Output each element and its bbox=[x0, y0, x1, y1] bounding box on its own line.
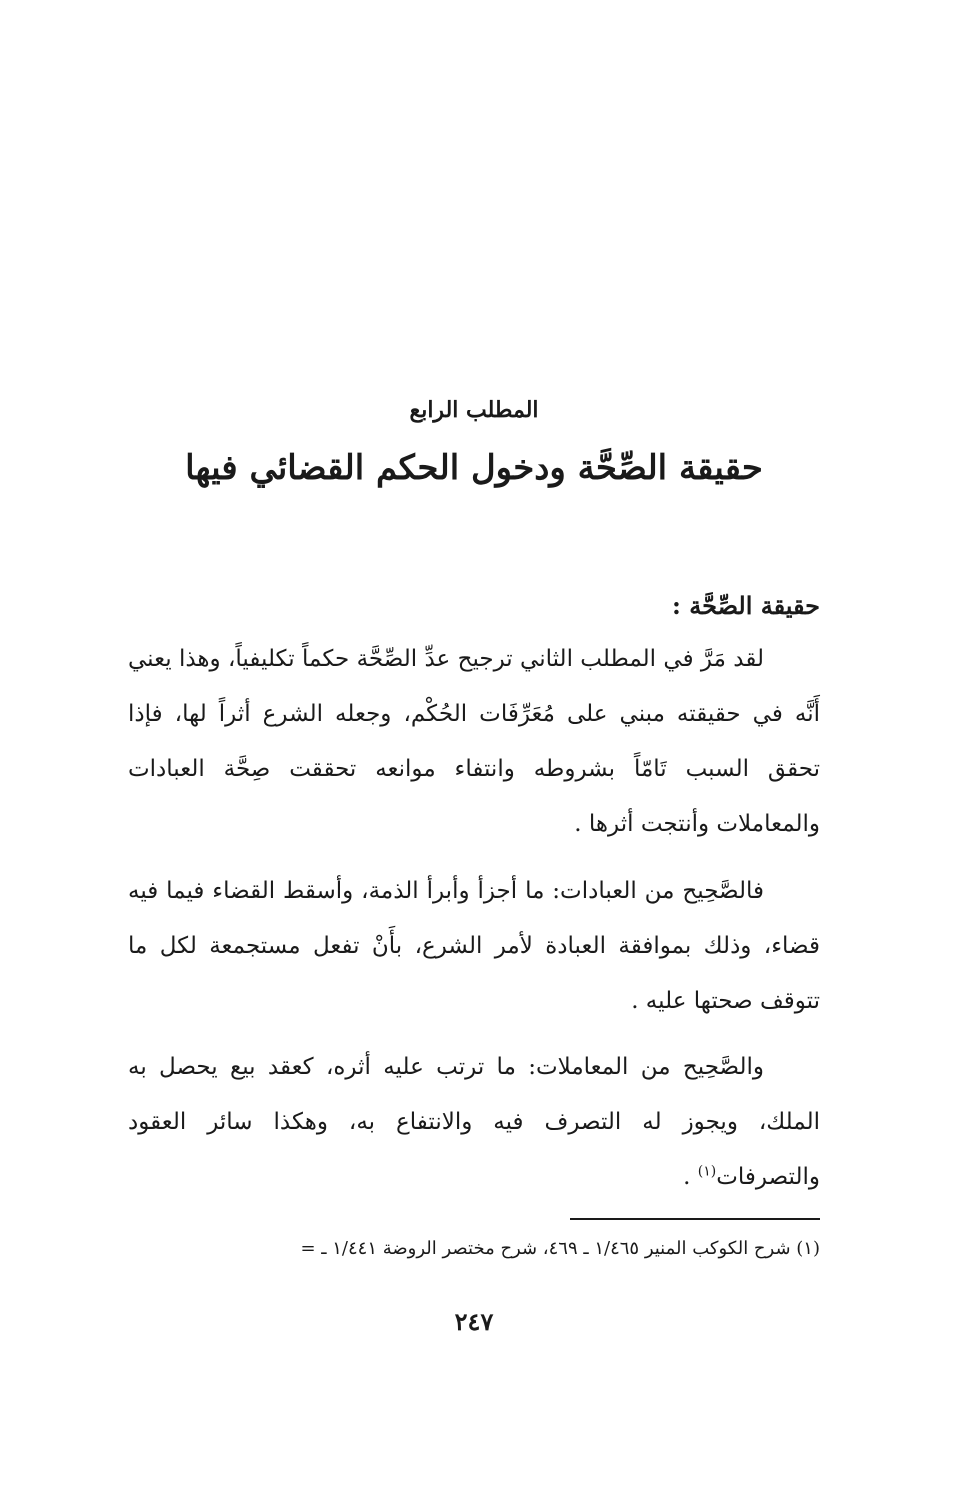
paragraph-1-text: لقد مَرَّ في المطلب الثاني ترجيح عدِّ الصِّحَّة حكماً تكليفياً، وهذا يعني أَنَّه في حقيقته مبني على مُعَرِّفَات الحُكْم، وجعله الشرع أثراً لها، فإذا تحقق السبب تَامّاً بشروطه وانتفاء موانعه تحققت صِحَّة العبادات والمعاملات وأنتجت أثرها . bbox=[128, 646, 820, 837]
footnote-ref[interactable]: (١) bbox=[697, 1163, 717, 1180]
paragraph-3 bbox=[128, 1040, 820, 1205]
section-title: حقيقة الصِّحَّة ودخول الحكم القضائي فيها bbox=[185, 448, 763, 488]
paragraph-3-text: والصَّحِيح من المعاملات: ما ترتب عليه أثره، كعقد بيع يحصل به الملك، ويجوز له التصرف فيه والانتفاع به، وهكذا سائر العقود والتصرفات bbox=[128, 1054, 820, 1190]
paragraph-1 bbox=[128, 632, 820, 852]
paragraph-2 bbox=[128, 864, 820, 1029]
footnote: (١) شرح الكوكب المنير ١/٤٦٥ ـ ٤٦٩، شرح مختصر الروضة ١/٤٤١ ـ = bbox=[300, 1238, 820, 1259]
subheading: حقيقة الصِّحَّة : bbox=[672, 591, 820, 620]
paragraph-3-end: . bbox=[683, 1164, 698, 1190]
paragraph-2-text: فالصَّحِيح من العبادات: ما أجزأ وأبرأ الذمة، وأسقط القضاء فيما فيه قضاء، وذلك بموافقة العبادة لأمر الشرع، بأَنْ تفعل مستجمعة لكل ما تتوقف صحتها عليه . bbox=[128, 878, 820, 1014]
book-page bbox=[128, 0, 820, 1494]
footnote-divider bbox=[570, 1218, 820, 1220]
section-label: المطلب الرابع bbox=[409, 397, 539, 423]
page-number: ٢٤٧ bbox=[454, 1307, 494, 1336]
